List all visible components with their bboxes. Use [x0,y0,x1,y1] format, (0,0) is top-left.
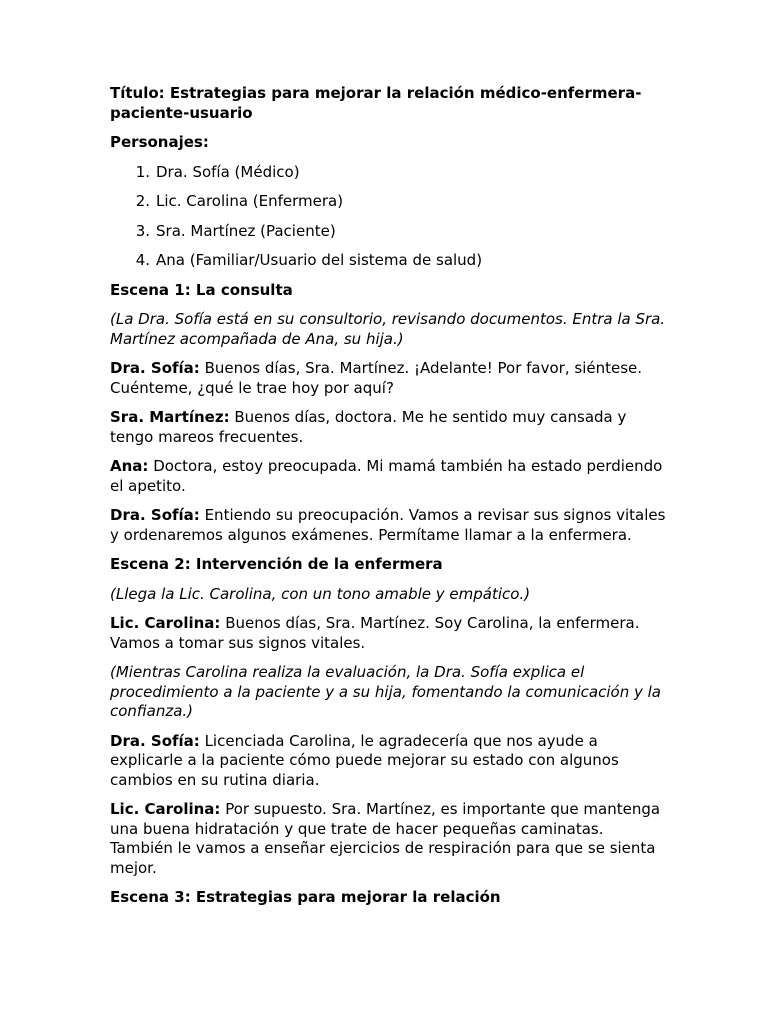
stage-direction: (Llega la Lic. Carolina, con un tono amable y empático.) [110,584,531,603]
character-name: Dra. Sofía (Médico) [156,162,300,181]
dialogue-line [110,506,668,545]
dialogue-text: Por supuesto. Sra. Martínez, es importante que mantenga una buena hidratación y que trate de hacer pequeñas caminatas. También le vamos a enseñar ejercicios de respiración para que se sienta mejor. [110,800,661,877]
title-label: Título: [110,84,165,102]
speaker-name: Lic. Carolina: [110,614,221,632]
list-item [110,163,668,183]
character-name: Ana (Familiar/Usuario del sistema de salud) [156,251,483,269]
list-item [110,192,668,212]
character-name: Lic. Carolina (Enfermera) [156,192,344,210]
characters-list [110,163,668,271]
speaker-name: Dra. Sofía: [110,359,200,377]
dialogue-text: Licenciada Carolina, le agradecería que nos ayude a explicarle a la paciente cómo puede mejorar su estado con algunos cambios en su rutina diaria. [110,731,619,789]
dialogue-text: Buenos días, doctora. Me he sentido muy cansada y tengo mareos frecuentes. [110,408,627,446]
scene-3-heading: Escena 3: Estrategias para mejorar la relación [110,888,501,906]
document-title [110,84,668,123]
list-number: 4. [135,251,150,269]
stage-direction: (Mientras Carolina realiza la evaluación, la Dra. Sofía explica el procedimiento a la paciente y a su hija, fomentando la comunicación y la confianza.) [110,663,661,720]
dialogue-line [110,408,668,447]
dialogue-text: Buenos días, Sra. Martínez. Soy Carolina, la enfermera. Vamos a tomar sus signos vitales. [110,614,640,652]
dialogue-line [110,614,668,653]
dialogue-text: Buenos días, Sra. Martínez. ¡Adelante! Por favor, siéntese. Cuénteme, ¿qué le trae hoy por aquí? [110,359,643,397]
list-item [110,251,668,271]
list-number: 2. [135,192,150,210]
dialogue-line [110,732,668,791]
character-name: Sra. Martínez (Paciente) [156,221,336,240]
dialogue-text: Doctora, estoy preocupada. Mi mamá también ha estado perdiendo el apetito. [110,457,663,495]
speaker-name: Sra. Martínez: [110,408,230,426]
scene-2-heading: Escena 2: Intervención de la enfermera [110,555,443,573]
title-text: Estrategias para mejorar la relación médico-enfermera-paciente-usuario [110,84,642,122]
dialogue-line [110,800,668,878]
list-number: 1. [135,162,150,181]
speaker-name: Dra. Sofía: [110,731,200,750]
speaker-name: Lic. Carolina: [110,800,221,818]
list-number: 3. [135,221,150,240]
scene-1-heading: Escena 1: La consulta [110,280,293,299]
list-item [110,222,668,242]
characters-heading: Personajes: [110,133,209,151]
dialogue-line [110,359,668,398]
dialogue-text: Entiendo su preocupación. Vamos a revisar sus signos vitales y ordenaremos algunos exámenes. Permítame llamar a la enfermera. [110,506,666,544]
stage-direction: (La Dra. Sofía está en su consultorio, revisando documentos. Entra la Sra. Martínez acompañada de Ana, su hija.) [110,310,666,348]
speaker-name: Dra. Sofía: [110,506,200,524]
speaker-name: Ana: [110,457,149,475]
dialogue-line [110,457,668,496]
